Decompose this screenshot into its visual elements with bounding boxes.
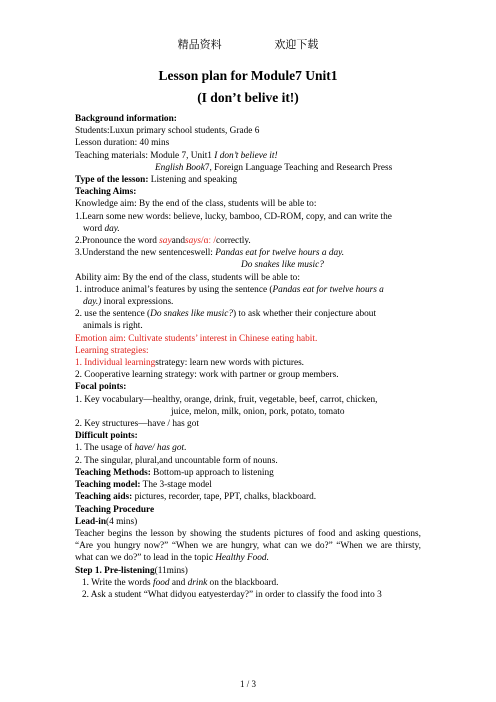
header-right: 欢迎下载: [274, 39, 319, 51]
difficult-point-2: 2. The singular, plural,and uncountable form of nouns.: [75, 455, 278, 466]
focal-point-2: 2. Key structures—have / has got: [75, 419, 199, 430]
knowledge-item-3-cont: Do snakes like music?: [241, 260, 324, 271]
focal-point-1-cont: juice, melon, milk, onion, pork, potato, tomato: [171, 406, 345, 417]
knowledge-item-3: 3.Understand the new sentenceswell: Pandas eat for twelve hours a day.: [75, 248, 345, 259]
duration-line: Lesson duration: 40 mins: [75, 138, 170, 149]
knowledge-aim: Knowledge aim: By the end of the class, students will be able to:: [75, 199, 317, 210]
teaching-model: Teaching model: The 3-stage model: [75, 480, 212, 491]
ability-item-2-cont: animals is right.: [83, 321, 143, 332]
title-line-1: Lesson plan for Module7 Unit1: [158, 68, 338, 83]
materials-line: Teaching materials: Module 7, Unit1 I don’t believe it!: [75, 150, 278, 161]
focal-point-1: 1. Key vocabulary—healthy, orange, drink, fruit, vegetable, beef, carrot, chicken,: [75, 394, 378, 405]
teaching-aids: Teaching aids: pictures, recorder, tape, PPT, chalks, blackboard.: [75, 492, 317, 503]
strategy-2: 2. Cooperative learning strategy: work with partner or group members.: [75, 370, 339, 381]
ability-aim: Ability aim: By the end of the class, students will be able to:: [75, 272, 300, 283]
procedure-heading: Teaching Procedure: [75, 504, 155, 515]
lead-in-heading: Lead-in(4 mins): [75, 516, 138, 527]
strategy-1: 1. Individual learningstrategy: learn new words with pictures.: [75, 358, 305, 369]
difficult-point-1: 1. The usage of have/ has got.: [75, 443, 187, 454]
knowledge-item-1: 1.Learn some new words: believe, lucky, bamboo, CD-ROM, copy, and can write the: [75, 211, 392, 222]
step-1-heading: Step 1. Pre-listening(11mins): [75, 565, 188, 576]
lesson-type-line: Type of the lesson: Listening and speaking: [75, 175, 237, 186]
teaching-methods: Teaching Methods: Bottom-up approach to listening: [75, 467, 274, 478]
emotion-aim: Emotion aim: Cultivate students’ interest in Chinese eating habit.: [75, 333, 318, 344]
materials-line-2: English Book7, Foreign Language Teaching and Research Press: [155, 162, 393, 173]
knowledge-item-2: 2.Pronounce the word sayandsays/ɑː /correctly.: [75, 236, 251, 247]
header-left: 精品资料: [177, 39, 222, 51]
title-line-2: (I don’t belive it!): [197, 90, 299, 105]
ability-item-1: 1. introduce animal’s features by using the sentence (Pandas eat for twelve hours a: [75, 284, 384, 295]
step-1-item-1: 1. Write the words food and drink on the blackboard.: [82, 577, 279, 588]
learning-strategies-heading: Learning strategies:: [75, 345, 149, 356]
knowledge-item-1-cont: word day.: [83, 223, 120, 234]
focal-points-heading: Focal points:: [75, 382, 127, 393]
aims-heading: Teaching Aims:: [75, 187, 137, 198]
ability-item-2: 2. use the sentence (Do snakes like music?) to ask whether their conjecture about: [75, 309, 377, 320]
ability-item-1-cont: day.) inoral expressions.: [83, 297, 174, 308]
page-header: [0, 36, 496, 52]
students-line: Students:Luxun primary school students, Grade 6: [75, 126, 260, 137]
step-1-item-2: 2. Ask a student “What didyou eatyesterday?” in order to classify the food into 3: [82, 589, 382, 600]
background-heading: Background information:: [75, 114, 177, 124]
document-body: [75, 113, 421, 601]
lead-in-paragraph: Teacher begins the lesson by showing the students pictures of food and asking questions, “Are you hungry now?” “When we are hungry, what can we do?” “When we are thirsty, what can we do?” to lead in the topic Healthy Food.: [75, 528, 421, 564]
difficult-points-heading: Difficult points:: [75, 431, 138, 442]
page-number: 1 / 3: [239, 679, 256, 689]
